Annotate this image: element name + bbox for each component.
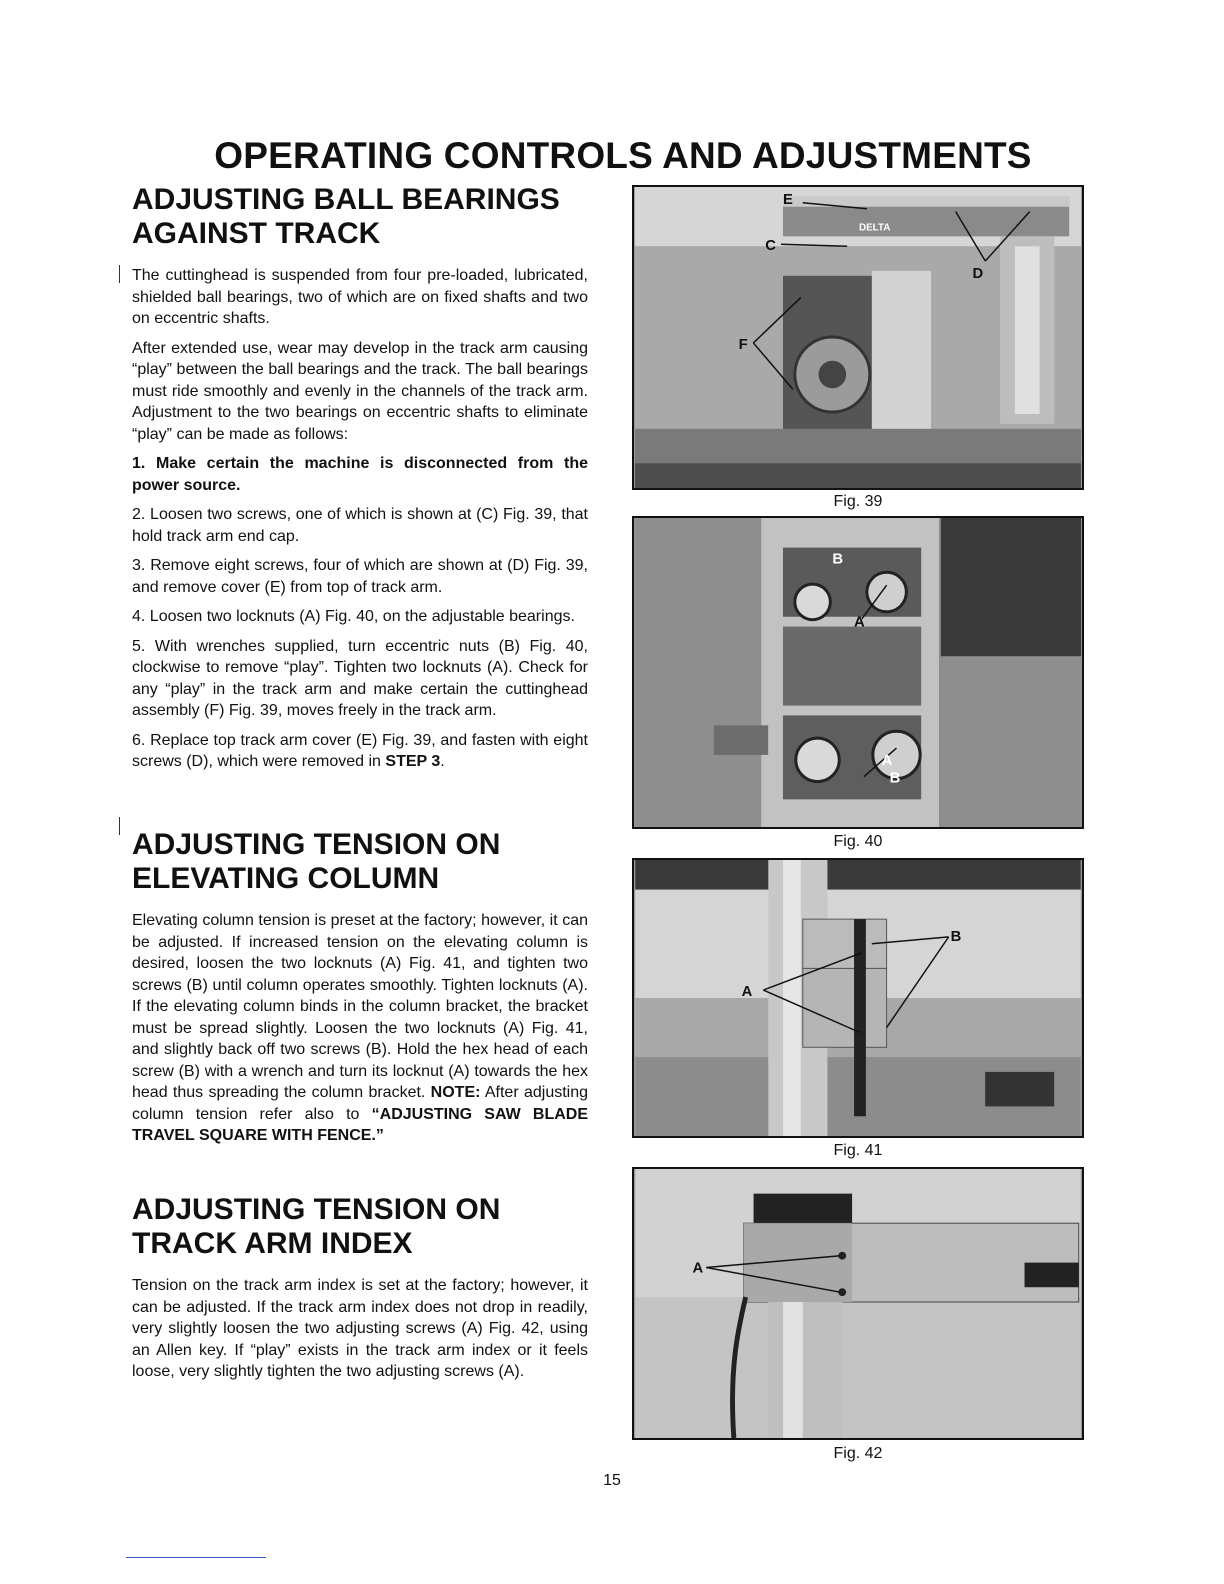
- paragraph-text: Elevating column tension is preset at the factory; however, it can be adjusted. If increased tension on the elevating column is desired, loosen the two locknuts (A) Fig. 41, and tighten two screws (B) until column operates smoothly. Tighten locknuts (A). If the elevating column binds in the column bracket, the bracket must be spread slightly. Loosen the two locknuts (A) Fig. 41, and slightly back off two screws (B). Hold the hex head of each screw (B) with a wrench and turn its locknut (A) towards the hex head thus spreading the column bracket.: [132, 912, 588, 1101]
- paragraph: The cuttinghead is suspended from four pre-loaded, lubricated, shielded ball bearings, two of which are on fixed shafts and two on eccentric shafts.: [132, 267, 588, 327]
- figure-40-photo: [632, 516, 1084, 829]
- fig40-label-b-top: B: [832, 551, 844, 568]
- note-reference: “ADJUSTING SAW BLADE TRAVEL SQUARE WITH FENCE.”: [132, 1105, 588, 1144]
- paragraph: Tension on the track arm index is set at the factory; however, it can be adjusted. If the track arm index does not drop in readily, very slightly loosen the two adjusting screws (A) Fig. 42, using an Allen key. If “play” exists in the track arm index or it feels loose, very slightly tighten the two adjusting screws (A).: [132, 1277, 588, 1380]
- margin-mark: [119, 817, 120, 835]
- page-title: OPERATING CONTROLS AND ADJUSTMENTS: [214, 135, 1032, 176]
- heading-line: AGAINST TRACK: [132, 217, 381, 250]
- figure-39-caption: Fig. 39: [833, 493, 883, 510]
- page-number: 15: [603, 1472, 621, 1489]
- note-label: NOTE:: [430, 1084, 481, 1101]
- figure-41-caption: Fig. 41: [833, 1142, 883, 1159]
- section-elevating-column: [132, 828, 588, 1155]
- figure-42-caption: Fig. 42: [833, 1445, 883, 1462]
- step-5: 5. With wrenches supplied, turn eccentric nuts (B) Fig. 40, clockwise to remove “play”. Tighten two locknuts (A). Check for any “play” in the track arm and make certain the cuttinghead assembly (F) Fig. 39, moves freely in the track arm.: [132, 637, 588, 719]
- step-ref: STEP 3: [385, 753, 441, 770]
- figure-39-illustration: [634, 187, 1082, 488]
- fig40-label-a-bottom: A: [881, 752, 893, 769]
- step-text: 6. Replace top track arm cover (E) Fig. 39, and fasten with eight screws (D), which were removed in: [132, 731, 588, 770]
- fig39-label-f: F: [738, 336, 748, 353]
- fig40-label-a-top: A: [854, 614, 865, 631]
- step-3: 3. Remove eight screws, four of which are shown at (D) Fig. 39, and remove cover (E) from top of track arm.: [132, 557, 588, 596]
- section-heading: [132, 828, 588, 896]
- section-track-arm-index: [132, 1193, 588, 1391]
- step-4: 4. Loosen two locknuts (A) Fig. 40, on the adjustable bearings.: [132, 608, 575, 625]
- heading-line: ADJUSTING TENSION ON: [132, 828, 501, 861]
- fig41-label-b: B: [950, 928, 962, 945]
- figure-41-photo: [632, 858, 1084, 1138]
- heading-line: ADJUSTING TENSION ON: [132, 1193, 501, 1226]
- figure-41-illustration: [634, 860, 1082, 1136]
- step-2: 2. Loosen two screws, one of which is shown at (C) Fig. 39, that hold track arm end cap.: [132, 506, 588, 545]
- step-1: [132, 453, 588, 496]
- figure-40-illustration: [634, 518, 1082, 827]
- fig39-label-c: C: [765, 238, 776, 255]
- heading-line: ELEVATING COLUMN: [132, 862, 440, 895]
- section-ball-bearings: [132, 183, 588, 781]
- heading-line: TRACK ARM INDEX: [132, 1227, 413, 1260]
- paragraph: [132, 910, 588, 1147]
- step-end: .: [440, 753, 445, 770]
- section-heading: [132, 183, 588, 251]
- fig39-label-d: D: [972, 265, 984, 282]
- fig40-label-b-bottom: B: [889, 770, 901, 787]
- paragraph: After extended use, wear may develop in the track arm causing “play” between the ball bearings and the track. The ball bearings must ride smoothly and evenly in the channels of the track arm. Adjustment to the two bearings on eccentric shafts to eliminate “play” can be made as follows:: [132, 339, 588, 443]
- figure-40-caption: Fig. 40: [833, 833, 883, 850]
- fig39-label-e: E: [782, 191, 793, 208]
- footer-rule: [126, 1557, 266, 1558]
- step-6: [132, 730, 588, 773]
- heading-line: ADJUSTING BALL BEARINGS: [132, 183, 560, 216]
- note-text: After adjusting column tension refer also to: [132, 1084, 589, 1123]
- fig41-label-a: A: [741, 984, 753, 1001]
- section-heading: [132, 1193, 588, 1261]
- fig42-label-a: A: [692, 1260, 704, 1277]
- margin-mark: [119, 265, 120, 283]
- figure-42-photo: [632, 1167, 1084, 1440]
- figure-42-illustration: [634, 1169, 1082, 1438]
- fig39-brand: DELTA: [858, 222, 891, 234]
- figure-39-photo: [632, 185, 1084, 490]
- step-text: 1. Make certain the machine is disconnected from the power source.: [132, 455, 588, 494]
